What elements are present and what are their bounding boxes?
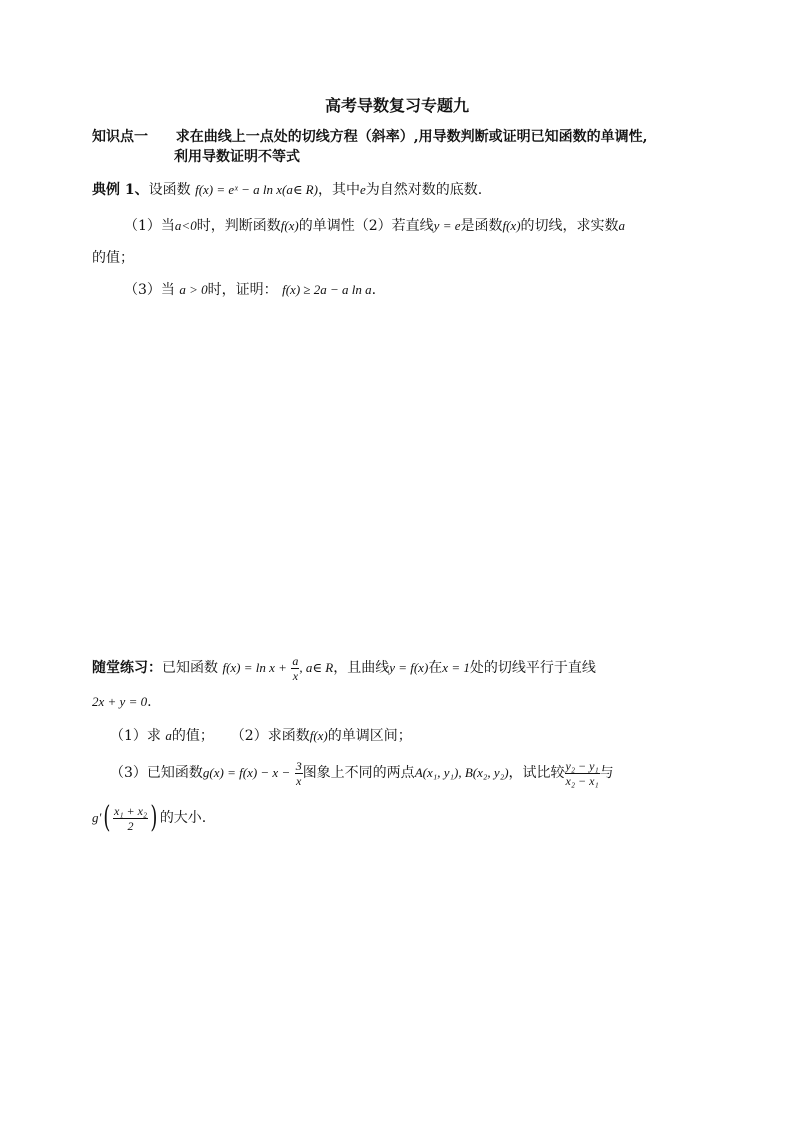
midpoint-numerator: x₁ + x₂ <box>114 803 148 818</box>
practice-formula-end: , a∈ R <box>299 660 334 675</box>
q3-mid: 时，证明： <box>207 282 278 298</box>
practice-q3-fraction <box>295 759 303 788</box>
fraction-denominator: x <box>292 668 299 683</box>
practice-point: x = 1 <box>442 660 470 675</box>
q1-a: a <box>618 218 626 233</box>
example1-intro <box>92 180 482 200</box>
practice-tail: 处的切线平行于直线 <box>469 660 596 676</box>
line-equation: 2x + y = 0 <box>92 694 148 709</box>
practice-q3 <box>110 757 614 789</box>
practice-q1-a: a <box>165 728 172 743</box>
practice-q1-q2 <box>110 726 412 746</box>
q3-fraction-numerator: 3 <box>295 758 302 773</box>
example1-intro-end: 为自然对数的底数. <box>365 182 483 198</box>
practice-intro <box>92 652 596 684</box>
knowledge-point-line-1 <box>92 127 648 147</box>
example1-q3 <box>124 280 376 300</box>
g-prime: g' <box>92 810 102 825</box>
example1-q1-wrap: 的值； <box>92 250 134 266</box>
practice-q3-g: g(x) = f(x) − x − <box>202 765 291 780</box>
q1-start: （1）当 <box>124 218 175 234</box>
practice-line-eq <box>92 692 152 712</box>
practice-q3-with: 与 <box>599 765 614 781</box>
right-paren: ) <box>150 800 158 835</box>
q3-inequality: f(x) ≥ 2a − a ln a <box>282 282 372 297</box>
practice-q3-start: （3）已知函数 <box>110 765 203 781</box>
q1-mid3: 是函数 <box>460 218 503 234</box>
practice-q2-fx: f(x) <box>309 728 328 743</box>
q1-line-eq: y = e <box>433 218 461 233</box>
knowledge-point-line-2: 利用导数证明不等式 <box>174 149 300 165</box>
example1-label: 典例 1、 <box>92 182 149 198</box>
q1-fx2: f(x) <box>502 218 521 233</box>
e-symbol: e <box>359 182 366 197</box>
compare-denominator: x₂ − x₁ <box>565 773 599 788</box>
practice-q2: （2）求函数 <box>230 728 310 744</box>
practice-q3-compare-fraction <box>565 759 600 788</box>
q3-fraction-denominator: x <box>296 773 302 788</box>
practice-q2-end: 的单调区间； <box>327 728 412 744</box>
practice-curve: y = f(x) <box>389 660 429 675</box>
midpoint-denominator: 2 <box>127 818 134 833</box>
q1-end: 的切线，求实数 <box>520 218 619 234</box>
q3-condition: a > 0 <box>179 282 208 297</box>
practice-label: 随堂练习： <box>92 660 162 676</box>
q1-mid2: 的单调性（2）若直线 <box>298 218 434 234</box>
practice-intro-text: 已知函数 <box>162 660 218 676</box>
page-title: 高考导数复习专题九 <box>324 96 469 115</box>
q3-end: . <box>371 282 377 298</box>
example1-intro-tail: ，其中 <box>317 182 360 198</box>
midpoint-fraction <box>113 804 148 833</box>
line-equation-end: . <box>147 694 152 710</box>
q1-mid: 时，判断函数 <box>196 218 281 234</box>
practice-formula-start: f(x) = ln x + <box>222 660 287 675</box>
left-paren: ( <box>103 800 111 835</box>
compare-numerator: y₂ − y₁ <box>565 758 599 773</box>
q1-fx: f(x) <box>280 218 299 233</box>
practice-q1: （1）求 <box>110 728 161 744</box>
practice-q1-end: 的值； <box>171 728 214 744</box>
practice-q3-mid2: ，试比较 <box>508 765 565 781</box>
practice-mid: ，且曲线 <box>333 660 390 676</box>
practice-q3-continued <box>92 800 206 836</box>
knowledge-point-text: 求在曲线上一点处的切线方程（斜率）,用导数判断或证明已知函数的单调性, <box>175 129 648 145</box>
q1-condition: a<0 <box>174 218 197 233</box>
example1-q1 <box>124 216 625 236</box>
practice-mid2: 在 <box>428 660 443 676</box>
example1-intro-text: 设函数 <box>148 182 191 198</box>
practice-q3-points: A(x₁, y₁), B(x₂, y₂) <box>414 765 509 780</box>
q3-start: （3）当 <box>124 282 175 298</box>
fraction-numerator: a <box>292 653 299 668</box>
practice-q3-mid: 图象上不同的两点 <box>302 765 415 781</box>
knowledge-point-label: 知识点一 <box>92 129 148 145</box>
practice-q3-end: 的大小. <box>159 810 207 826</box>
example1-formula: f(x) = eˣ − a ln x(a∈ R) <box>195 182 318 197</box>
